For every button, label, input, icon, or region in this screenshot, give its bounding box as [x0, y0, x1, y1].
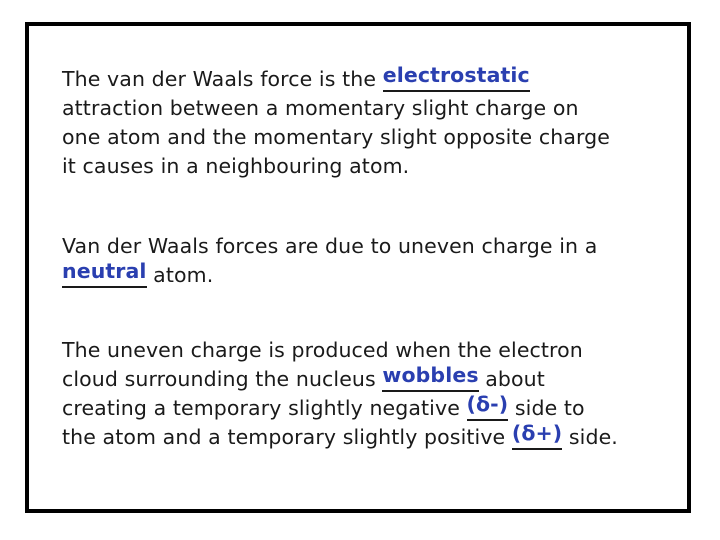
p2-line-1: Van der Waals forces are due to uneven charge in a — [62, 234, 598, 258]
p1-line-3: one atom and the momentary slight opposite charge — [62, 125, 610, 149]
fill-wobbles: wobbles — [382, 363, 479, 387]
p1-line-2: attraction between a momentary slight charge on — [62, 96, 579, 120]
p3-line2-before: cloud surrounding the nucleus — [62, 367, 383, 391]
p3-line2-after: about — [478, 367, 545, 391]
p3-line-4 — [62, 423, 618, 452]
p3-line3-after: side to — [508, 396, 585, 420]
p3-line-3 — [62, 394, 618, 423]
paragraph-electron-cloud — [62, 336, 618, 452]
blank-neutral — [62, 259, 147, 288]
fill-delta-minus: (δ-) — [466, 392, 509, 416]
p3-line-2 — [62, 365, 618, 394]
p3-line4-before: the atom and a temporary slightly positive — [62, 425, 512, 449]
blank-wobbles — [382, 363, 479, 392]
fill-electrostatic: electrostatic — [382, 63, 530, 87]
p3-line3-before: creating a temporary slightly negative — [62, 396, 467, 420]
blank-delta-minus — [466, 392, 509, 421]
blank-electrostatic — [382, 63, 530, 92]
p2-text-after: atom. — [146, 263, 214, 287]
blank-delta-plus — [511, 421, 563, 450]
p3-line4-after: side. — [562, 425, 618, 449]
paragraph-uneven-charge — [62, 232, 597, 290]
p3-line-1: The uneven charge is produced when the electron — [62, 338, 583, 362]
p2-line-2 — [62, 261, 597, 290]
p1-text-before: The van der Waals force is the — [62, 67, 383, 91]
p1-line-1 — [62, 65, 610, 94]
fill-neutral: neutral — [62, 259, 147, 283]
fill-delta-plus: (δ+) — [511, 421, 563, 445]
paragraph-van-der-waals-definition — [62, 65, 610, 181]
p1-line-4: it causes in a neighbouring atom. — [62, 154, 410, 178]
